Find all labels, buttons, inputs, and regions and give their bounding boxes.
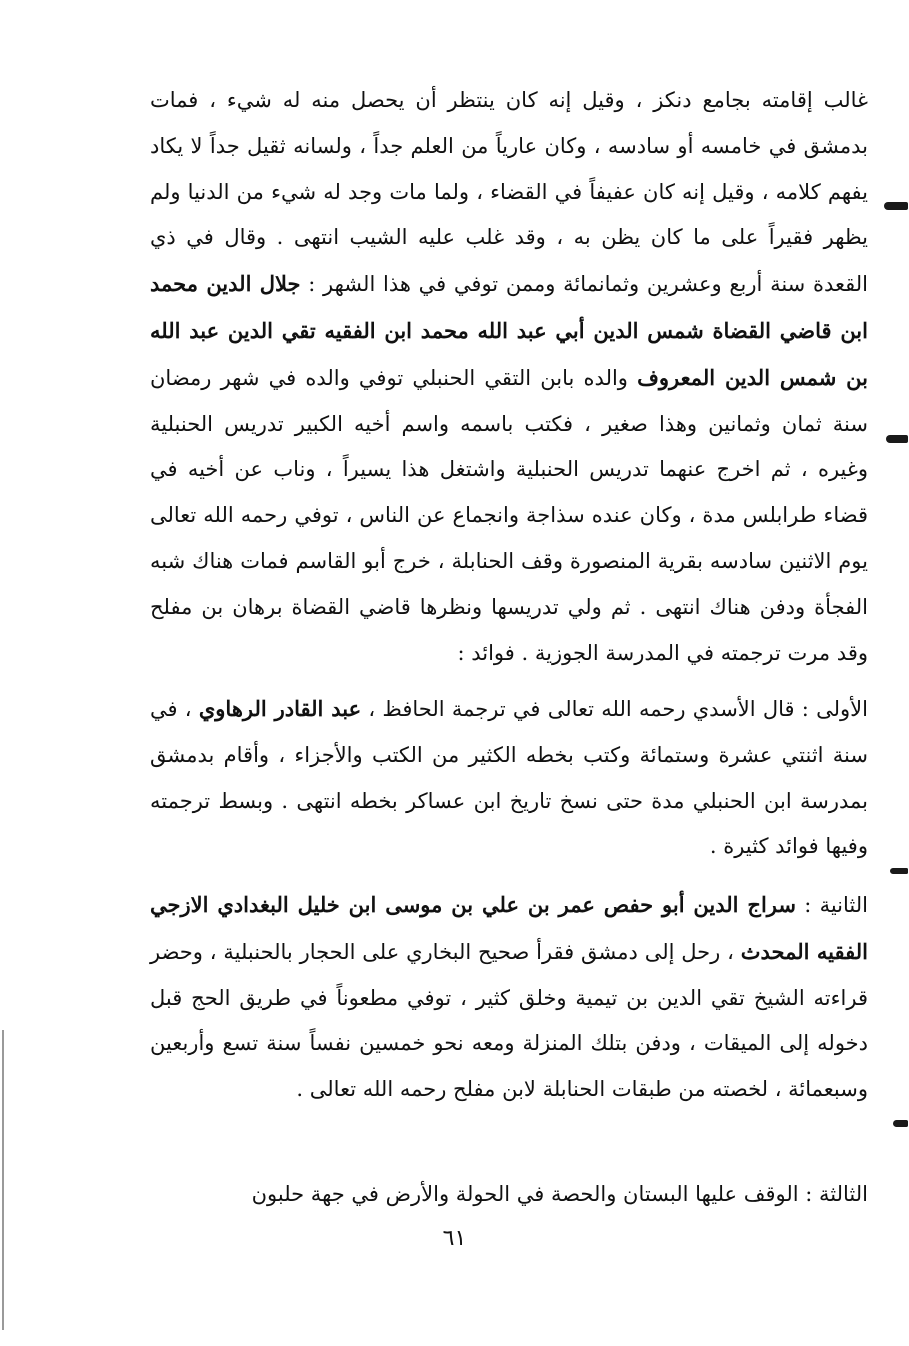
margin-mark-4: [893, 1120, 908, 1127]
paragraph-4: [150, 1172, 868, 1218]
paragraph-3: [150, 882, 868, 1113]
paragraph-2-bold-name: عبد القادر الرهاوي: [198, 696, 362, 721]
page-number: ٦١: [442, 1226, 467, 1251]
paragraph-3-text-1: الثانية :: [795, 893, 868, 917]
paragraph-4-text-1: الثالثة : الوقف عليها البستان والحصة في الحولة والأرض في جهة حلبون: [251, 1182, 868, 1206]
paragraph-1: [150, 78, 868, 676]
margin-mark-2: [886, 435, 908, 443]
paragraph-3-text-2: ، رحل إلى دمشق فقرأ صحيح البخاري على الحجار بالحنبلية ، وحضر قراءته الشيخ تقي الدين بن تيمية وخلق كثير ، توفي مطعوناً في طريق الحج قبل دخوله إلى الميقات ، ودفن بتلك المنزلة ومعه نحو خمسين نفساً سنة تسع وأربعين وسبعمائة ، لخصته من طبقات الحنابلة لابن مفلح رحمه الله تعالى .: [150, 939, 868, 1102]
paragraph-1-bold-name: جلال الدين محمد ابن قاضي القضاة شمس الدين أبي عبد الله محمد ابن الفقيه تقي الدين عبد الله بن شمس الدين المعروف: [150, 271, 868, 390]
paragraph-2-text-2: ، في سنة اثنتي عشرة وستمائة وكتب بخطه الكثير من الكتب والأجزاء ، وأقام بدمشق بمدرسة ابن الحنبلي مدة حتى نسخ تاريخ ابن عساكر بخطه انتهى . وبسط ترجمته وفيها فوائد كثيرة .: [150, 697, 868, 859]
paragraph-3-bold-name: سراج الدين أبو حفص عمر بن علي بن موسى ابن خليل البغدادي الازجي الفقيه المحدث: [150, 892, 868, 964]
paragraph-1-text-1: غالب إقامته بجامع دنكز ، وقيل إنه كان ينتظر أن يحصل منه له شيء ، فمات بدمشق في خامسه أو سادسه ، وكان عارياً من العلم جداً ، ولسانه ثقيل جداً لا يكاد يفهم كلامه ، وقيل إنه كان عفيفاً في القضاء ، ولما مات وجد له شيء من الدنيا ولم يظهر فقيراً على ما كان يظن به ، وقد غلب عليه الشيب انتهى . وقال في ذي القعدة سنة أربع وعشرين وثمانمائة وممن توفي في هذا الشهر :: [150, 88, 868, 297]
left-edge-rule: [2, 1030, 4, 1330]
paragraph-2: [150, 686, 868, 870]
margin-mark-1: [884, 202, 908, 210]
paragraph-2-text-1: الأولى : قال الأسدي رحمه الله تعالى في ترجمة الحافظ ،: [361, 697, 868, 721]
paragraph-1-text-2: والده بابن التقي الحنبلي توفي والده في شهر رمضان سنة ثمان وثمانين وهذا صغير ، فكتب باسمه واسم أخيه الكبير تدريس الحنبلية وغيره ، ثم اخرج عنهما تدريس الحنبلية واشتغل هذا يسيراً ، وناب عن أخيه في قضاء طرابلس مدة ، وكان عنده سذاجة وانجماع عن الناس ، توفي رحمه الله تعالى يوم الاثنين سادسه بقرية المنصورة وقف الحنابلة ، خرج أبو القاسم فمات هناك شبه الفجأة ودفن هناك انتهى . ثم ولي تدريسها ونظرها قاضي القضاة برهان بن مفلح وقد مرت ترجمته في المدرسة الجوزية . فوائد :: [150, 365, 868, 665]
margin-mark-3: [890, 868, 908, 874]
